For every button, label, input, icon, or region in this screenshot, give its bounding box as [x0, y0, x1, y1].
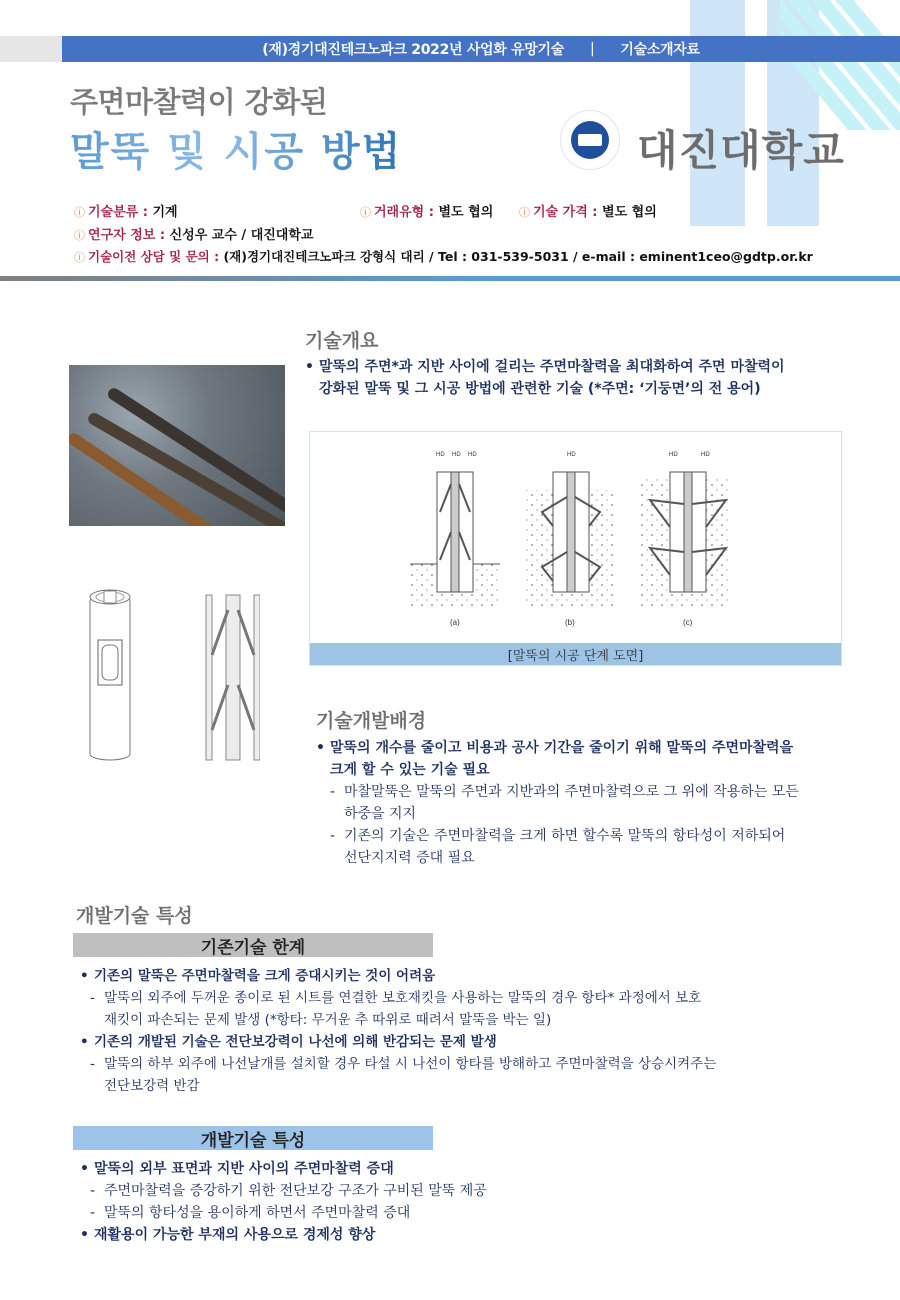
- svg-text:HD: HD: [468, 452, 477, 458]
- info-icon: ⓘ: [74, 206, 85, 219]
- info-icon: ⓘ: [360, 206, 371, 219]
- tech-title-bar: 개발기술 특성: [73, 1126, 433, 1150]
- header-divider: [0, 276, 900, 281]
- contact-details[interactable]: (재)경기대진테크노파크 강형식 대리 / Tel : 031-539-5031 / e-mail : eminent1ceo@gdtp.or.kr: [223, 249, 813, 264]
- svg-text:HD: HD: [452, 452, 461, 458]
- svg-text:(c): (c): [683, 618, 693, 627]
- features-heading: 개발기술 특성: [76, 905, 193, 927]
- pile-stage-diagram: [310, 432, 843, 644]
- background-heading: 기술개발배경: [316, 710, 427, 732]
- construction-stage-figure: [309, 431, 842, 666]
- info-icon: ⓘ: [74, 229, 85, 242]
- info-price: ⓘ 기술 가격 : 별도 협의: [519, 205, 657, 220]
- info-trade-type: ⓘ 거래유형 : 별도 협의: [360, 205, 494, 220]
- svg-text:HD: HD: [701, 452, 710, 458]
- decorative-bar: [690, 0, 745, 226]
- svg-text:HD: HD: [567, 452, 576, 458]
- banner-doc-type: 기술소개자료: [620, 42, 700, 58]
- banner-accent: [0, 36, 62, 62]
- info-researcher: ⓘ 연구자 정보 : 신성우 교수 / 대진대학교: [74, 228, 314, 243]
- banner-separator: |: [589, 41, 595, 57]
- svg-text:(b): (b): [565, 618, 575, 627]
- info-icon: ⓘ: [519, 206, 530, 219]
- pile-drawing: [80, 585, 260, 765]
- info-category: ⓘ 기술분류 : 기계: [74, 205, 178, 220]
- decorative-stripes: [780, 0, 900, 130]
- university-logo-text: 대진대학교: [637, 126, 845, 175]
- pile-photo: [69, 365, 285, 526]
- top-banner: [62, 36, 900, 62]
- info-contact: ⓘ 기술이전 상담 및 문의 : (재)경기대진테크노파크 강형식 대리 / Tel : 031-539-5031 / e-mail : eminent1ceo@gdtp.or.kr: [74, 249, 813, 264]
- svg-text:HD: HD: [436, 452, 445, 458]
- background-bullets: • 말뚝의 개수를 줄이고 비용과 공사 기간을 줄이기 위해 말뚝의 주면마찰력을 크게 할 수 있는 기술 필요 - 마찰말뚝은 말뚝의 주면과 지반과의 주면마찰력으로 그 위에 작용하는 모든 하중을 지지 - 기존의 기술은 주면마찰력을 크게 하면 할수록 말뚝의 항타성이 저하되어 선단지지력 증대 필요: [316, 740, 799, 866]
- university-seal-icon: [560, 110, 620, 170]
- page-title: 말뚝 및 시공 방법: [70, 120, 402, 177]
- overview-bullet: • 말뚝의 주면*과 지반 사이에 걸리는 주면마찰력을 최대화하여 주면 마찰력이 강화된 말뚝 및 그 시공 방법에 관련한 기술 (*주면: ‘기둥면’의 전 용어): [305, 359, 785, 397]
- svg-text:HD: HD: [669, 452, 678, 458]
- tech-bullets: • 말뚝의 외부 표면과 지반 사이의 주면마찰력 증대 - 주면마찰력을 증강하기 위한 전단보강 구조가 구비된 말뚝 제공 - 말뚝의 항타성을 용이하게 하면서 주면마찰력 증대 • 재활용이 가능한 부재의 사용으로 경제성 향상: [80, 1161, 487, 1243]
- svg-text:(a): (a): [450, 618, 460, 627]
- limits-title-bar: 기존기술 한계: [73, 933, 433, 957]
- figure-caption: [말뚝의 시공 단계 도면]: [310, 643, 841, 665]
- info-icon: ⓘ: [74, 251, 85, 264]
- overview-heading: 기술개요: [305, 330, 379, 352]
- page-subtitle: 주면마찰력이 강화된: [70, 85, 328, 119]
- banner-org: (재)경기대진테크노파크 2022년 사업화 유망기술: [262, 42, 564, 58]
- limits-bullets: • 기존의 말뚝은 주면마찰력을 크게 증대시키는 것이 어려움 - 말뚝의 외주에 두꺼운 종이로 된 시트를 연결한 보호재킷을 사용하는 말뚝의 경우 항타* 과정에서 보호 재킷이 파손되는 문제 발생 (*항타: 무거운 추 따위로 때려서 말뚝을 박는 일) • 기존의 개발된 기술은 전단보강력이 나선에 의해 반감되는 문제 발생 - 말뚝의 하부 외주에 나선날개를 설치할 경우 타설 시 나선이 항타를 방해하고 주면마찰력을 상승시켜주는 전단보강력 반감: [80, 968, 717, 1094]
